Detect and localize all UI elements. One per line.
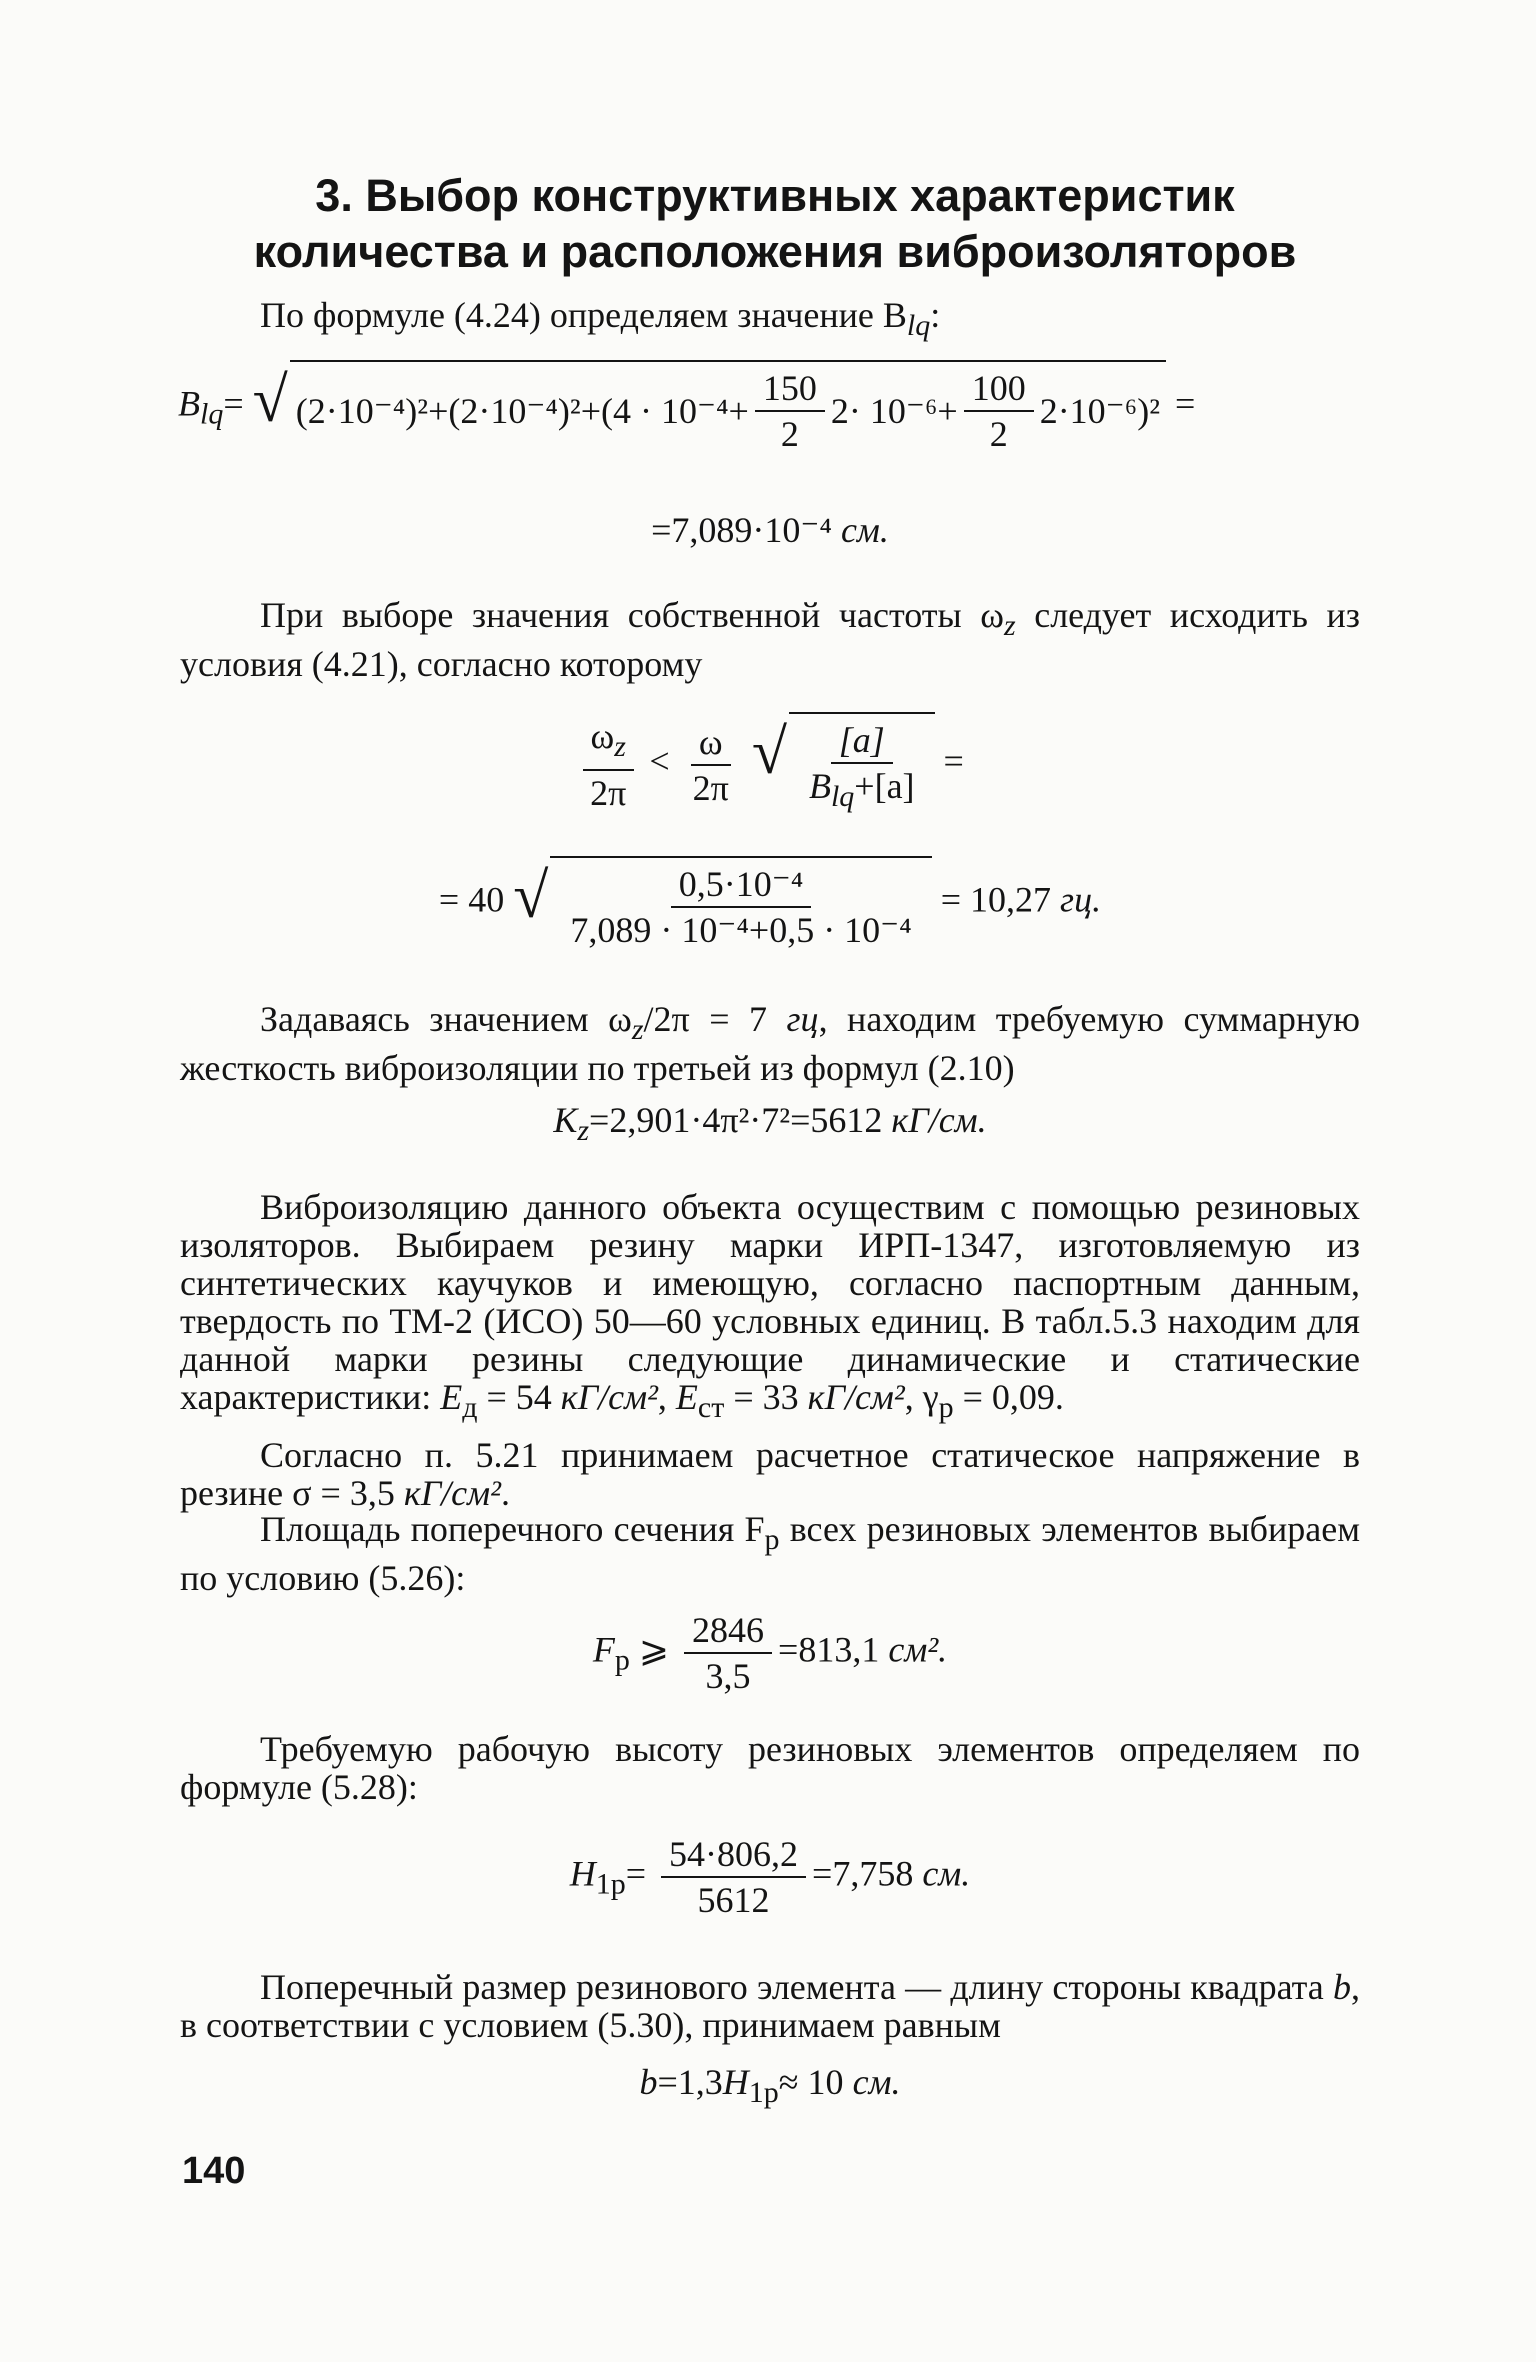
section-heading <box>250 168 1300 280</box>
f2-less-than: < <box>649 740 670 781</box>
intro-sub: lq <box>906 309 931 343</box>
f2-eq: = <box>943 740 964 781</box>
formula-frequency-result <box>180 856 1360 950</box>
f2-frac1: $\frac{\omega_z}{2\pi}$ <box>582 716 634 813</box>
f3-sqrt <box>513 856 932 950</box>
f1-sqrt <box>253 360 1166 454</box>
f1-eq: = <box>223 383 244 424</box>
page-number: 140 <box>182 2150 246 2192</box>
paragraph-area: Площадь поперечного сечения $F_р$ всех резиновых элементов выбираем по условию (5.26): <box>180 1509 1360 1599</box>
f1-tail: = <box>1175 383 1196 424</box>
paragraph-size: Поперечный размер резинового элемента — длину стороны квадрата b, в соответствии с условием (5.30), принимаем равным <box>180 1967 1360 2045</box>
formula-blq <box>178 360 1358 454</box>
f1-frac2: $\frac{100}{2}$ <box>964 368 1034 454</box>
paragraph-stress: Согласно п. 5.21 принимаем расчетное статическое напряжение в резине σ = 3,5 кГ/см². <box>180 1435 1360 1513</box>
f1-term3: 2·10⁻⁶)² <box>1039 391 1161 431</box>
f3-unit: гц. <box>1060 879 1102 920</box>
f1-term2: 2· 10⁻⁶+ <box>830 391 958 431</box>
f3-eq40: = 40 <box>438 879 505 920</box>
radical-sign: √ <box>252 364 288 435</box>
formula-condition <box>180 712 1360 817</box>
radical-sign: √ <box>751 716 787 787</box>
paragraph-height: Требуемую рабочую высоту резиновых элементов определяем по формуле (5.28): <box>180 1729 1360 1807</box>
f1-term1: (2·10⁻⁴)²+(2·10⁻⁴)²+(4 · 10⁻⁴+ <box>295 391 749 431</box>
f1-result: =7,089·10⁻⁴ <box>651 510 832 550</box>
formula-h1p: $H_{1р}=$ $\frac{54\cdot 806,2}{5612}$ =7,758 см. <box>569 1834 971 1920</box>
intro-colon: : <box>930 295 941 335</box>
heading-line-1: 3. Выбор конструктивных характеристик <box>315 170 1235 221</box>
paragraph-rubber: Виброизоляцию данного объекта осуществим с помощью резиновых изоляторов. Выбираем резину марки ИРП-1347, изготовляемую из синтетических каучуков и имеющую, согласно паспортным данным, твердость по ТМ-2 (ИСО) 50—60 условных единиц. В табл.5.3 находим для данной марки резины следующие динамические и статические характеристики: $E_д = 54$ кГ/см², $E_{ст} = 33$ кГ/см², $\gamma_р = 0,09$. <box>180 1187 1360 1425</box>
paragraph-frequency: При выборе значения собственной частоты $\omega_z$ следует исходить из условия (4.21), согласно которому <box>180 595 1360 685</box>
intro-text: По формуле (4.24) определяем значение B <box>260 295 907 335</box>
f1-radicand <box>290 360 1166 454</box>
paragraph-stiffness: Задаваясь значением $\omega_z/2\pi = 7$ гц, находим требуемую суммарную жесткость виброизоляции по третьей из формул (2.10) <box>180 999 1361 1089</box>
intro-paragraph <box>180 296 1360 345</box>
f3-result: = 10,27 <box>940 879 1052 920</box>
f1-frac1: $\frac{150}{2}$ <box>755 368 825 454</box>
formula-blq-result <box>180 508 1360 552</box>
f5-frac: $\frac{2846}{3,5}$ <box>684 1610 772 1696</box>
f2-sqrt <box>752 712 935 817</box>
formula-fp: $F_р$ ⩾ $\frac{2846}{3,5}$ =813,1 см². <box>592 1610 948 1696</box>
f3-frac: $\frac{\text{0,5·10⁻⁴}}{\text{7,089 · 10⁻⁴+0,5 · 10⁻⁴}}$ <box>570 864 912 950</box>
heading-line-2: количества и расположения виброизоляторов <box>253 226 1297 277</box>
f6-frac: $\frac{54\cdot 806,2}{5612}$ <box>661 1834 806 1920</box>
radical-sign: √ <box>513 860 549 931</box>
f1-lhs: B <box>178 383 200 424</box>
f1-unit: см. <box>840 510 889 550</box>
f1-lhs-sub: lq <box>200 397 224 431</box>
f2-frac3: $\frac{[a]}{B_{lq}+[a]}$ <box>808 720 915 814</box>
formula-kz: $K_z=2,901\cdot 4\pi^2\cdot 7^2=5612$ кГ/см. <box>553 1100 987 1148</box>
f2-frac2: $\frac{\omega}{2\pi}$ <box>692 721 729 808</box>
formula-b: $b=1,3H_{1р}\approx 10$ см. <box>639 2062 901 2110</box>
